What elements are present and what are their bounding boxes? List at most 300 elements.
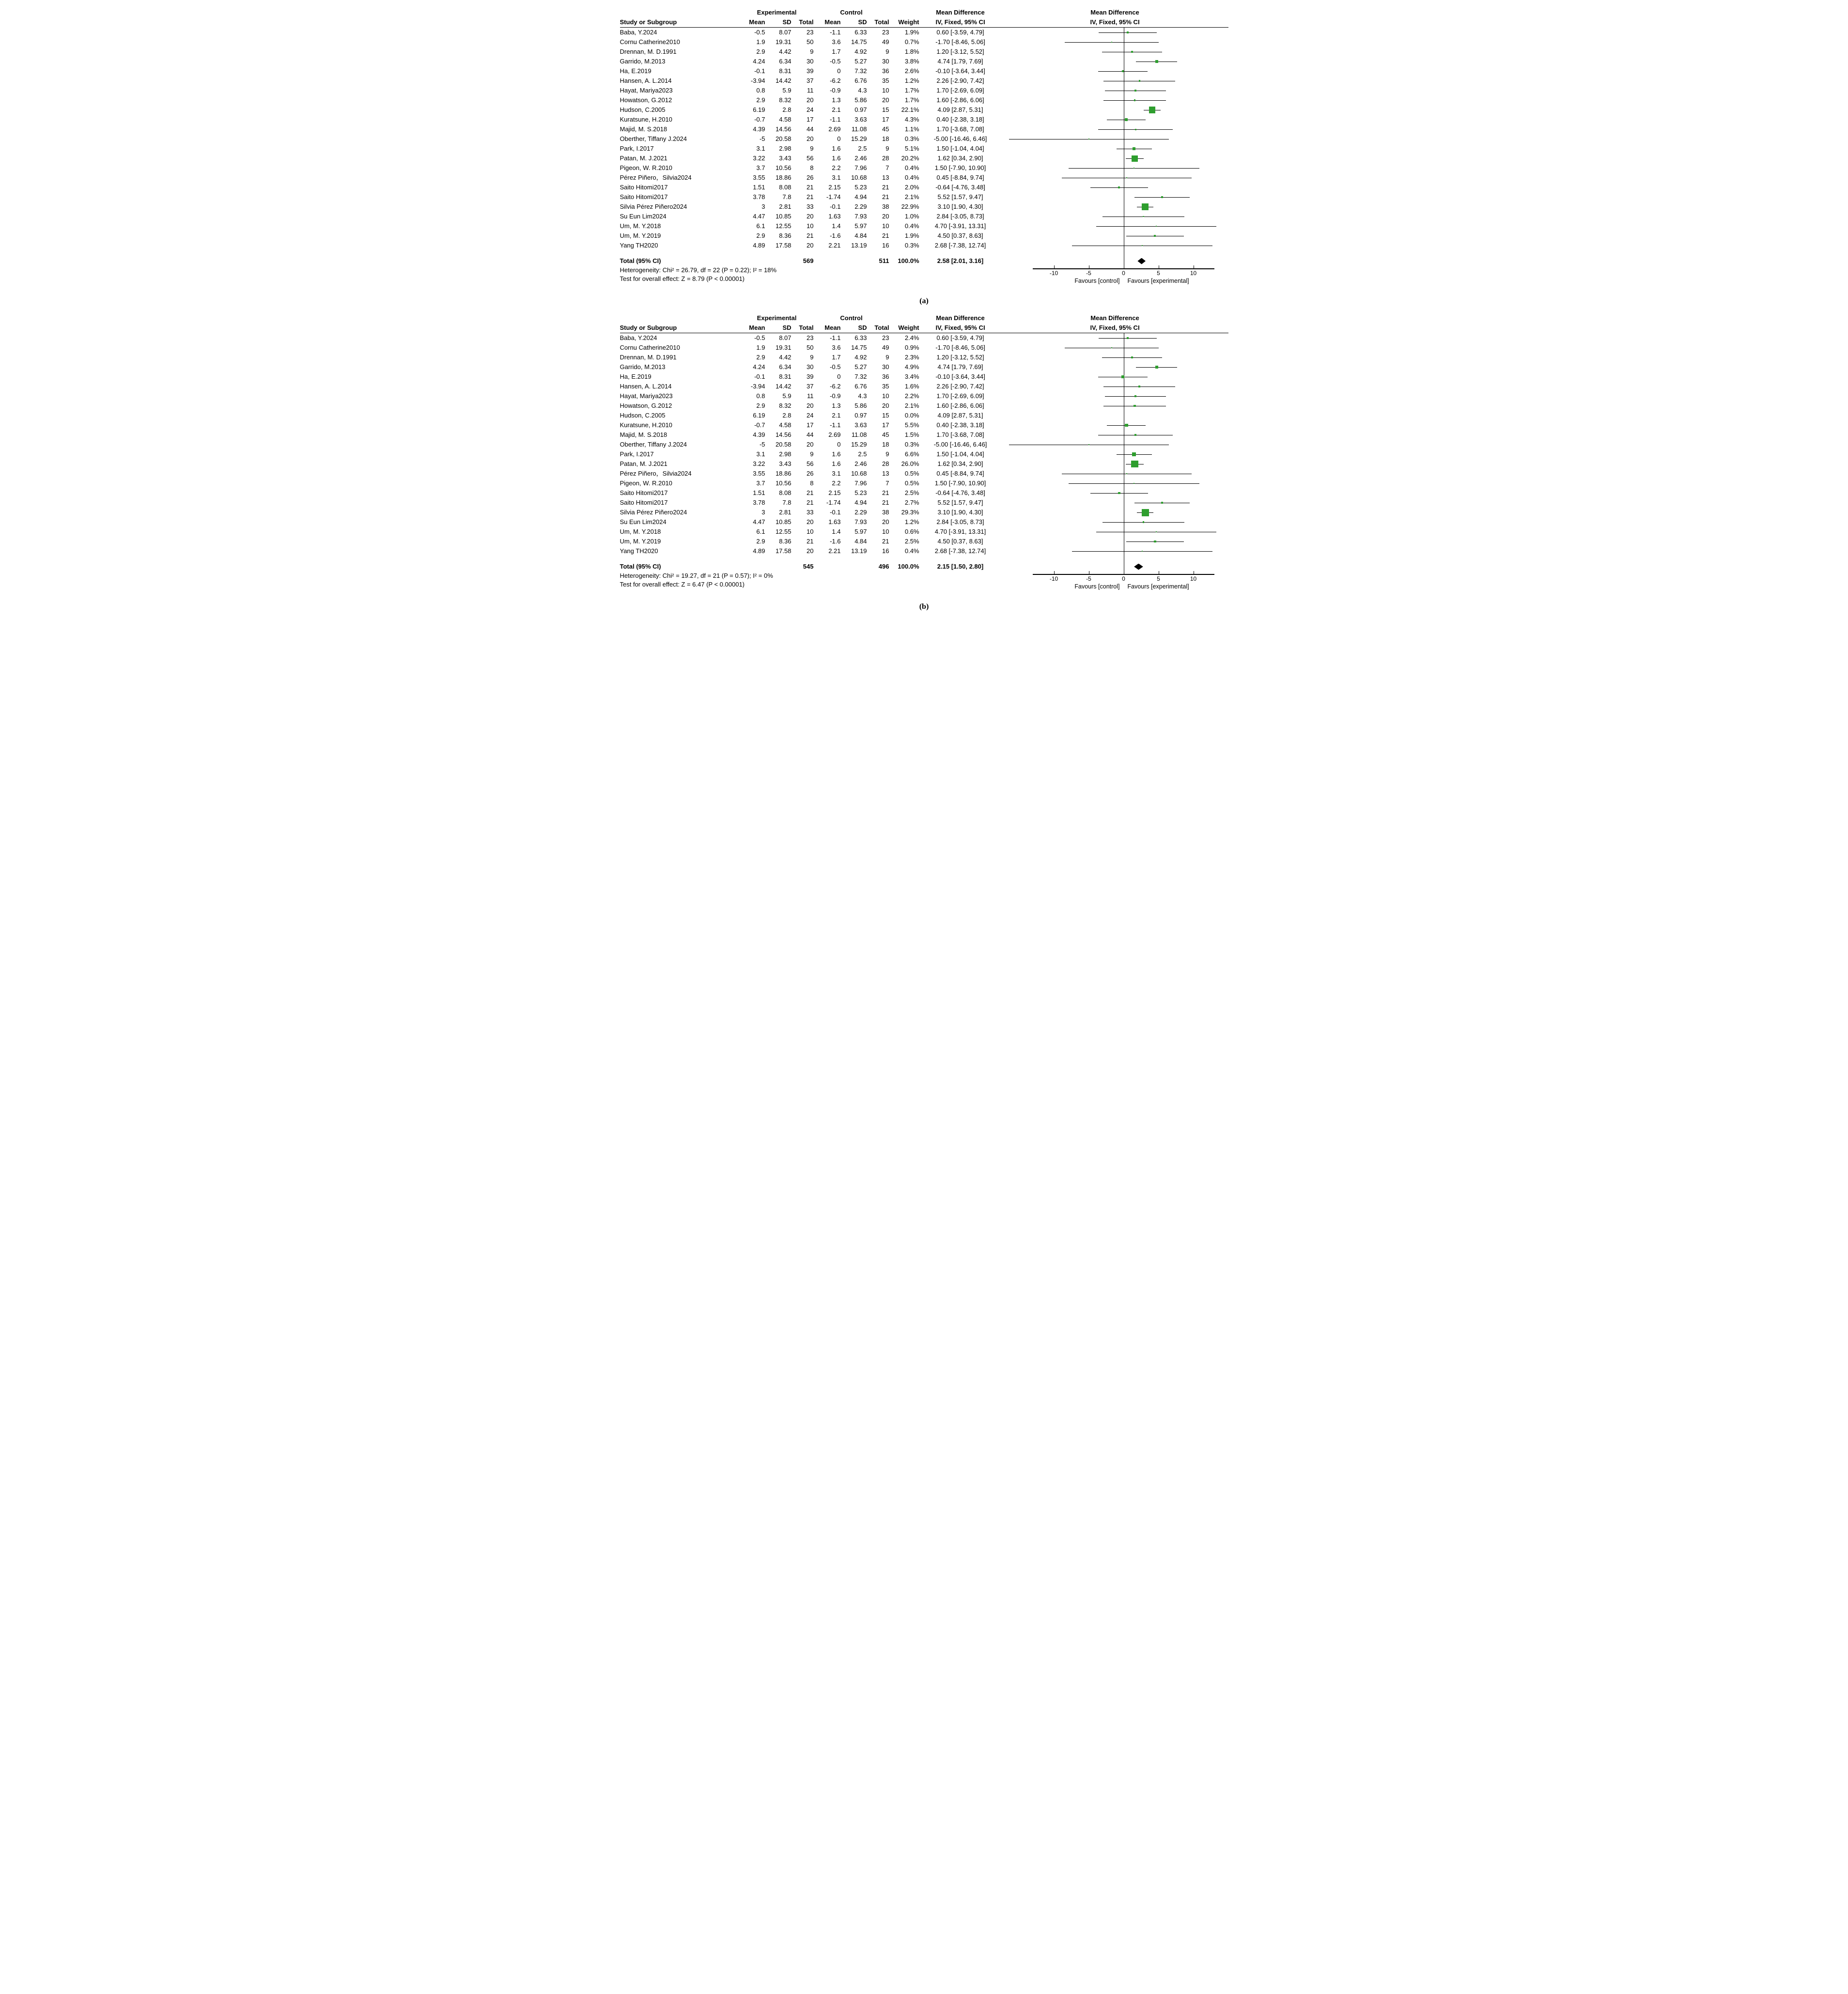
exp-sd: 8.07: [779, 334, 792, 341]
ctl-total: 20: [882, 402, 889, 409]
ci-text: 4.74 [1.79, 7.69]: [937, 363, 983, 371]
ctl-sd: 3.63: [854, 421, 867, 429]
ctl-total: 30: [882, 363, 889, 371]
exp-mean: 4.47: [753, 213, 765, 220]
effect-marker: [1135, 129, 1136, 130]
weight: 1.5%: [904, 431, 919, 438]
ci-text: 0.45 [-8.84, 9.74]: [936, 470, 984, 477]
exp-sd: 8.31: [779, 373, 792, 380]
ctl-sd: 4.3: [858, 87, 867, 94]
ctl-mean-header: Mean: [824, 324, 841, 331]
exp-mean: -0.7: [754, 421, 765, 429]
effect-marker: [1121, 375, 1124, 378]
exp-sd: 10.85: [775, 213, 792, 220]
ci-text: 0.40 [-2.38, 3.18]: [936, 116, 984, 123]
ctl-mean: -0.5: [830, 363, 841, 371]
ci-text: 3.10 [1.90, 4.30]: [937, 203, 983, 210]
weight: 0.6%: [904, 528, 919, 535]
exp-total: 23: [807, 29, 814, 36]
exp-mean: 2.9: [756, 48, 765, 55]
exp-total: 9: [810, 354, 814, 361]
weight: 4.3%: [904, 116, 919, 123]
study-name: Patan, M. J.2021: [620, 155, 668, 162]
ci-column-header: IV, Fixed, 95% CI: [935, 324, 985, 331]
experimental-group-header: Experimental: [757, 9, 797, 16]
ctl-total: 9: [885, 450, 889, 458]
spacer: [765, 256, 792, 266]
study-name: Silvia Pérez Piñero2024: [620, 509, 687, 516]
ci-text: 2.26 [-2.90, 7.42]: [936, 383, 984, 390]
effect-marker: [1156, 226, 1157, 227]
exp-total: 33: [807, 203, 814, 210]
ctl-total: 16: [882, 242, 889, 249]
ci-text: 2.26 [-2.90, 7.42]: [936, 77, 984, 84]
exp-mean: 0.8: [756, 392, 765, 400]
exp-sd: 4.58: [779, 116, 792, 123]
exp-sd: 12.55: [775, 528, 792, 535]
ci-text: -0.64 [-4.76, 3.48]: [935, 489, 985, 496]
ctl-sd: 15.29: [851, 135, 867, 142]
ctl-mean: 2.21: [828, 547, 841, 555]
effect-marker: [1111, 347, 1113, 349]
exp-mean: 3.1: [756, 450, 765, 458]
ctl-mean: 1.63: [828, 518, 841, 526]
ctl-mean: 1.4: [832, 222, 841, 230]
exp-mean: 6.1: [756, 528, 765, 535]
ctl-total-header: Total: [874, 324, 889, 331]
exp-total: 20: [807, 402, 814, 409]
effect-marker: [1142, 509, 1149, 516]
exp-mean: -0.5: [754, 29, 765, 36]
total-weight: 100.0%: [898, 257, 919, 264]
ctl-total: 28: [882, 155, 889, 162]
heterogeneity-text: Heterogeneity: Chi² = 26.79, df = 22 (P = 0.22); I² = 18%: [620, 266, 777, 274]
exp-mean: 2.9: [756, 96, 765, 104]
ctl-total: 13: [882, 470, 889, 477]
exp-sd: 3.43: [779, 460, 792, 467]
axis-tick: [1124, 571, 1125, 574]
exp-mean: 2.9: [756, 354, 765, 361]
exp-mean: -0.7: [754, 116, 765, 123]
ci-text: 0.45 [-8.84, 9.74]: [936, 174, 984, 181]
ctl-sd: 7.32: [854, 373, 867, 380]
exp-sd: 7.8: [782, 193, 792, 201]
study-name: Hudson, C.2005: [620, 412, 666, 419]
study-name: Ha, E.2019: [620, 373, 652, 380]
effect-marker: [1155, 366, 1158, 369]
ctl-sd: 5.97: [854, 528, 867, 535]
ctl-sd: 5.86: [854, 96, 867, 104]
pooled-diamond: [1137, 258, 1146, 264]
axis-tick-label: 5: [1157, 270, 1160, 277]
effect-marker: [1161, 502, 1164, 504]
ctl-mean: 1.3: [832, 402, 841, 409]
ctl-total: 21: [882, 489, 889, 496]
ci-text: 4.50 [0.37, 8.63]: [937, 538, 983, 545]
weight: 2.5%: [904, 538, 919, 545]
ctl-total: 20: [882, 96, 889, 104]
axis-tick: [1124, 265, 1125, 269]
ci-text: 4.09 [2.87, 5.31]: [937, 412, 983, 419]
ci-text: 2.68 [-7.38, 12.74]: [934, 547, 986, 555]
effect-marker: [1132, 155, 1138, 162]
ctl-total: 23: [882, 29, 889, 36]
ctl-total: 10: [882, 392, 889, 400]
exp-total: 50: [807, 38, 814, 46]
exp-total: 21: [807, 489, 814, 496]
study-name: Kuratsune, H.2010: [620, 421, 672, 429]
axis-tick-label: 10: [1190, 575, 1197, 582]
ci-text: 4.50 [0.37, 8.63]: [937, 232, 983, 239]
study-name: Um, M. Y.2018: [620, 222, 661, 230]
effect-marker: [1111, 42, 1112, 43]
exp-mean: -0.1: [754, 67, 765, 75]
weight: 1.7%: [904, 96, 919, 104]
study-name: Kuratsune, H.2010: [620, 116, 672, 123]
ctl-sd-header: SD: [858, 18, 867, 26]
weight: 0.5%: [904, 470, 919, 477]
ctl-mean: -6.2: [830, 77, 841, 84]
ctl-sd: 6.33: [854, 29, 867, 36]
exp-total: 9: [810, 48, 814, 55]
weight: 0.4%: [904, 174, 919, 181]
ctl-mean: 2.69: [828, 431, 841, 438]
column-group-header-row: [620, 8, 1228, 17]
forest-plot-area: [1002, 333, 1228, 591]
study-name: Howatson, G.2012: [620, 402, 672, 409]
study-name: Park, I.2017: [620, 145, 654, 152]
ctl-total: 17: [882, 421, 889, 429]
exp-total: 10: [807, 528, 814, 535]
ctl-total: 7: [885, 164, 889, 171]
study-name: Majid, M. S.2018: [620, 125, 668, 133]
ctl-total: 36: [882, 67, 889, 75]
study-name: Majid, M. S.2018: [620, 431, 668, 438]
exp-mean: 1.9: [756, 38, 765, 46]
exp-total: 56: [807, 155, 814, 162]
weight: 1.8%: [904, 48, 919, 55]
weight: 0.5%: [904, 479, 919, 487]
ci-text: 1.70 [-2.69, 6.09]: [936, 392, 984, 400]
exp-sd: 2.8: [782, 412, 792, 419]
exp-sd: 7.8: [782, 499, 792, 506]
spacer: [814, 256, 841, 266]
column-group-header-row: [620, 313, 1228, 323]
weight: 22.1%: [901, 106, 919, 113]
ctl-sd: 6.76: [854, 77, 867, 84]
exp-mean: 1.51: [753, 489, 765, 496]
ctl-mean: 2.1: [832, 412, 841, 419]
weight: 2.2%: [904, 392, 919, 400]
exp-mean: 3.7: [756, 479, 765, 487]
ctl-total: 21: [882, 193, 889, 201]
exp-total: 26: [807, 174, 814, 181]
ctl-mean: -0.5: [830, 58, 841, 65]
exp-mean: -5: [759, 135, 765, 142]
exp-sd: 8.36: [779, 538, 792, 545]
ctl-sd: 2.29: [854, 203, 867, 210]
ctl-mean: 2.15: [828, 184, 841, 191]
exp-sd: 8.08: [779, 489, 792, 496]
weight: 2.6%: [904, 67, 919, 75]
exp-total: 20: [807, 213, 814, 220]
ctl-sd: 14.75: [851, 344, 867, 351]
ctl-total: 36: [882, 373, 889, 380]
ctl-sd: 13.19: [851, 242, 867, 249]
axis-tick-label: 0: [1122, 270, 1125, 277]
exp-mean: 3.78: [753, 499, 765, 506]
forest-plot-area: [1002, 28, 1228, 286]
ctl-mean: 1.6: [832, 460, 841, 467]
study-name: Yang TH2020: [620, 547, 658, 555]
exp-sd: 8.32: [779, 402, 792, 409]
ctl-total: 21: [882, 499, 889, 506]
ci-text: 4.09 [2.87, 5.31]: [937, 106, 983, 113]
ctl-total: 9: [885, 145, 889, 152]
total-ci-text: 2.58 [2.01, 3.16]: [937, 257, 984, 264]
exp-total: 37: [807, 383, 814, 390]
axis-tick-label: 0: [1122, 575, 1125, 582]
favours-experimental-label: Favours [experimental]: [1127, 278, 1189, 284]
axis-tick: [1054, 265, 1055, 269]
ci-text: 5.52 [1.57, 9.47]: [937, 193, 983, 201]
ctl-sd: 7.93: [854, 518, 867, 526]
ctl-sd-header: SD: [858, 324, 867, 331]
study-name: Hayat, Mariya2023: [620, 392, 673, 400]
exp-total: 20: [807, 96, 814, 104]
exp-mean: 1.51: [753, 184, 765, 191]
exp-sd: 18.86: [775, 470, 792, 477]
effect-marker: [1126, 473, 1127, 474]
ci-text: 4.74 [1.79, 7.69]: [937, 58, 983, 65]
effect-marker: [1156, 531, 1157, 532]
exp-mean: -0.5: [754, 334, 765, 341]
axis-tick: [1054, 571, 1055, 574]
ci-text: 1.60 [-2.86, 6.06]: [936, 96, 984, 104]
study-name: Oberther, Tiffany J.2024: [620, 135, 687, 142]
ctl-total: 9: [885, 48, 889, 55]
exp-total: 20: [807, 135, 814, 142]
ci-text: 2.84 [-3.05, 8.73]: [936, 518, 984, 526]
study-name: Saito Hitomi2017: [620, 499, 668, 506]
exp-sd: 6.34: [779, 363, 792, 371]
total-label: Total (95% CI): [620, 563, 661, 570]
forest-plot-figure: [616, 0, 1232, 624]
ctl-total: 28: [882, 460, 889, 467]
weight: 26.0%: [901, 460, 919, 467]
ctl-mean: 1.6: [832, 450, 841, 458]
column-header-row: [620, 323, 1228, 333]
ctl-sd: 7.32: [854, 67, 867, 75]
study-name: Baba, Y.2024: [620, 334, 657, 341]
ctl-sd: 11.08: [851, 431, 867, 438]
exp-total: 9: [810, 145, 814, 152]
ctl-total: 20: [882, 518, 889, 526]
ctl-sd: 5.27: [854, 58, 867, 65]
ctl-sd: 5.23: [854, 184, 867, 191]
ctl-total: 18: [882, 135, 889, 142]
ctl-sd: 4.84: [854, 232, 867, 239]
ctl-total: 7: [885, 479, 889, 487]
ctl-mean: 2.2: [832, 479, 841, 487]
effect-marker: [1131, 51, 1133, 53]
ci-text: 4.70 [-3.91, 13.31]: [934, 222, 986, 230]
ci-text: 1.50 [-1.04, 4.04]: [936, 450, 984, 458]
ctl-sd: 2.46: [854, 460, 867, 467]
spacer: [814, 562, 841, 572]
total-weight: 100.0%: [898, 563, 919, 570]
study-name: Howatson, G.2012: [620, 96, 672, 104]
exp-total: 21: [807, 538, 814, 545]
study-name: Drennan, M. D.1991: [620, 48, 677, 55]
total-exp-n: 569: [803, 257, 814, 264]
ctl-total: 13: [882, 174, 889, 181]
ctl-sd: 0.97: [854, 106, 867, 113]
exp-sd: 14.56: [775, 431, 792, 438]
exp-sd: 2.8: [782, 106, 792, 113]
effect-marker: [1139, 80, 1140, 81]
exp-total: 8: [810, 479, 814, 487]
exp-total: 9: [810, 450, 814, 458]
exp-mean-header: Mean: [749, 18, 765, 26]
exp-mean: -5: [759, 441, 765, 448]
forest-panel-b: [620, 313, 1228, 598]
study-name: Su Eun Lim2024: [620, 213, 667, 220]
exp-sd: 10.85: [775, 518, 792, 526]
ci-text: 1.50 [-7.90, 10.90]: [934, 164, 986, 171]
study-name: Um, M. Y.2019: [620, 538, 661, 545]
mean-difference-header: Mean Difference: [936, 9, 985, 16]
weight: 3.4%: [904, 373, 919, 380]
effect-marker: [1131, 461, 1138, 468]
spacer: [765, 562, 792, 572]
weight: 2.7%: [904, 499, 919, 506]
ci-text: 1.70 [-3.68, 7.08]: [936, 431, 984, 438]
ctl-total: 49: [882, 344, 889, 351]
study-name: Hudson, C.2005: [620, 106, 666, 113]
ctl-mean: -1.6: [830, 232, 841, 239]
ctl-mean: -1.1: [830, 116, 841, 123]
weight: 1.2%: [904, 518, 919, 526]
ctl-mean: -6.2: [830, 383, 841, 390]
overall-effect-text: Test for overall effect: Z = 8.79 (P < 0.00001): [620, 275, 745, 282]
study-name: Patan, M. J.2021: [620, 460, 668, 467]
weight: 2.4%: [904, 334, 919, 341]
exp-sd: 4.42: [779, 48, 792, 55]
ci-text: 4.70 [-3.91, 13.31]: [934, 528, 986, 535]
weight: 0.3%: [904, 242, 919, 249]
ci-text: 1.62 [0.34, 2.90]: [937, 155, 983, 162]
spacer: [740, 562, 765, 572]
study-name: Garrido, M.2013: [620, 363, 666, 371]
total-label: Total (95% CI): [620, 257, 661, 264]
effect-marker: [1134, 405, 1135, 407]
exp-mean: 2.9: [756, 538, 765, 545]
effect-marker: [1132, 452, 1136, 456]
ci-text: 5.52 [1.57, 9.47]: [937, 499, 983, 506]
ctl-total: 10: [882, 87, 889, 94]
axis-tick: [1089, 571, 1090, 574]
effect-marker: [1142, 245, 1143, 246]
axis-tick-label: -10: [1049, 270, 1058, 277]
ci-text: 2.84 [-3.05, 8.73]: [936, 213, 984, 220]
exp-mean: 3.78: [753, 193, 765, 201]
study-name: Ha, E.2019: [620, 67, 652, 75]
exp-sd: 8.31: [779, 67, 792, 75]
ctl-sd: 4.3: [858, 392, 867, 400]
ci-text: 0.60 [-3.59, 4.79]: [936, 334, 984, 341]
ci-text: 0.60 [-3.59, 4.79]: [936, 29, 984, 36]
ctl-total: 21: [882, 232, 889, 239]
exp-mean: 3.55: [753, 174, 765, 181]
weight: 1.9%: [904, 232, 919, 239]
weight: 0.3%: [904, 441, 919, 448]
spacer: [841, 562, 867, 572]
ctl-sd: 7.96: [854, 479, 867, 487]
ctl-sd: 6.33: [854, 334, 867, 341]
mean-difference-header: Mean Difference: [936, 314, 985, 322]
exp-total: 23: [807, 334, 814, 341]
experimental-group-header: Experimental: [757, 314, 797, 322]
exp-sd: 14.42: [775, 77, 792, 84]
study-name: Pérez Piñero，Silvia2024: [620, 470, 692, 477]
weight: 0.7%: [904, 38, 919, 46]
study-name: Oberther, Tiffany J.2024: [620, 441, 687, 448]
weight: 3.8%: [904, 58, 919, 65]
study-name: Cornu Catherine2010: [620, 38, 680, 46]
exp-mean: 4.24: [753, 58, 765, 65]
ctl-total: 17: [882, 116, 889, 123]
ci-text: -1.70 [-8.46, 5.06]: [935, 344, 985, 351]
ctl-mean: -0.9: [830, 392, 841, 400]
effect-marker: [1134, 90, 1136, 92]
overall-effect-text: Test for overall effect: Z = 6.47 (P < 0.00001): [620, 581, 745, 588]
favours-control-label: Favours [control]: [1074, 583, 1120, 590]
ctl-sd: 6.76: [854, 383, 867, 390]
ctl-sd: 4.84: [854, 538, 867, 545]
exp-total: 56: [807, 460, 814, 467]
exp-total: 17: [807, 421, 814, 429]
ci-text: -0.64 [-4.76, 3.48]: [935, 184, 985, 191]
heterogeneity-text: Heterogeneity: Chi² = 19.27, df = 21 (P = 0.57); I² = 0%: [620, 572, 773, 579]
exp-mean: 4.39: [753, 431, 765, 438]
ci-plot-header: IV, Fixed, 95% CI: [1090, 18, 1140, 26]
weight: 2.0%: [904, 184, 919, 191]
effect-marker: [1127, 31, 1129, 33]
exp-mean: 2.9: [756, 232, 765, 239]
exp-mean: -0.1: [754, 373, 765, 380]
exp-total: 20: [807, 242, 814, 249]
spacer: [841, 256, 867, 266]
ci-text: 1.70 [-2.69, 6.09]: [936, 87, 984, 94]
effect-marker: [1142, 203, 1149, 210]
study-name: Saito Hitomi2017: [620, 489, 668, 496]
ctl-mean: 3.1: [832, 174, 841, 181]
ctl-sd: 4.94: [854, 499, 867, 506]
exp-sd: 3.43: [779, 155, 792, 162]
effect-marker: [1143, 521, 1144, 523]
exp-total: 20: [807, 441, 814, 448]
ctl-total: 18: [882, 441, 889, 448]
exp-mean-header: Mean: [749, 324, 765, 331]
weight-header: Weight: [898, 18, 919, 26]
ci-text: 0.40 [-2.38, 3.18]: [936, 421, 984, 429]
exp-mean: 2.9: [756, 402, 765, 409]
ctl-sd: 3.63: [854, 116, 867, 123]
mean-difference-plot-header: Mean Difference: [1090, 314, 1139, 322]
exp-total: 39: [807, 373, 814, 380]
effect-marker: [1138, 386, 1140, 387]
